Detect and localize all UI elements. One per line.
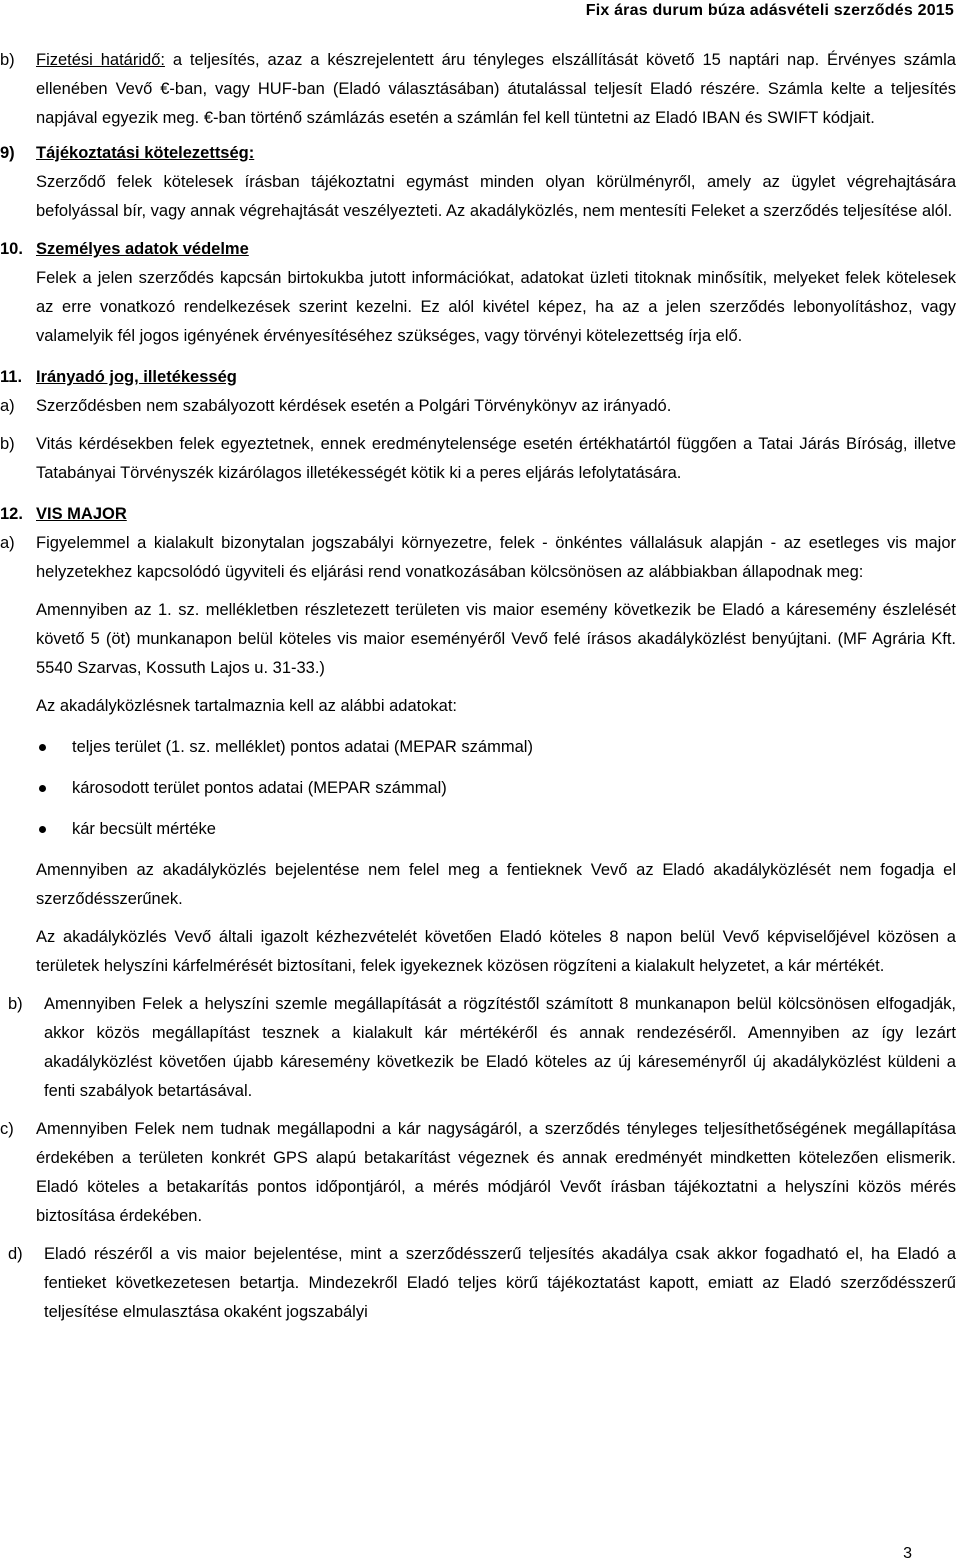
list-marker: a) <box>0 534 15 552</box>
section-12c <box>0 1115 956 1231</box>
section-number: 11. <box>0 368 23 386</box>
list-marker: d) <box>8 1245 23 1263</box>
section-12a <box>0 529 956 587</box>
section-12-paragraph-1: Amennyiben az 1. sz. mellékletben részletezett területen vis maior esemény következik be Eladó a káresemény észlelését követő 5 (öt) munkanapon belül köteles vis maior eseményéről Vevő felé írásos akadályközlést benyújtani. (MF Agrária Kft. 5540 Szarvas, Kossuth Lajos u. 31-33.) <box>36 601 956 677</box>
section-11a <box>0 392 956 421</box>
list-item: kár becsült mértéke <box>0 815 956 844</box>
section-10 <box>0 235 956 351</box>
section-11-heading <box>0 363 956 392</box>
section-heading: Személyes adatok védelme <box>36 240 249 258</box>
list-item: teljes terület (1. sz. melléklet) pontos adatai (MEPAR számmal) <box>0 733 956 762</box>
document-header-title: Fix áras durum búza adásvételi szerződés 2015 <box>585 2 954 19</box>
section-number: 12. <box>0 505 23 523</box>
section-heading: Irányadó jog, illetékesség <box>36 368 237 386</box>
section-12-paragraph-2: Az akadályközlésnek tartalmaznia kell az alábbi adatokat: <box>36 697 457 715</box>
section-12b <box>0 990 956 1106</box>
section-heading: Tájékoztatási kötelezettség: <box>36 144 255 162</box>
section-11b-text: Vitás kérdésekben felek egyeztetnek, ennek eredménytelensége esetén értékhatártól függően a Tatai Járás Bíróság, illetve Tatabányai Törvényszék kizárólagos illetékességét kötik ki a peres eljárás lefolytatására. <box>36 435 956 482</box>
list-marker: b) <box>0 51 15 69</box>
section-12-paragraph-3: Amennyiben az akadályközlés bejelentése nem felel meg a fentieknek Vevő az Eladó akadályközlését nem fogadja el szerződésszerűnek. <box>36 861 956 908</box>
list-marker: b) <box>8 995 23 1013</box>
section-8b-payment-deadline <box>0 46 956 133</box>
list-item: károsodott terület pontos adatai (MEPAR számmal) <box>0 774 956 803</box>
list-marker: c) <box>0 1120 14 1138</box>
bullet-icon <box>39 826 46 833</box>
section-9 <box>0 139 956 226</box>
document-body <box>0 46 956 1327</box>
list-marker: b) <box>0 435 15 453</box>
section-12d-text: Eladó részéről a vis maior bejelentése, mint a szerződésszerű teljesítés akadálya csak akkor fogadható el, ha Eladó a fentieket következetesen betartja. Mindezekről Eladó teljes körű tájékoztatást kapott, emiatt az Eladó szerződésszerű teljesítése elmulasztása okaként jogszabályi <box>44 1245 956 1321</box>
section-11a-text: Szerződésben nem szabályozott kérdések esetén a Polgári Törvénykönyv az irányadó. <box>36 397 672 415</box>
section-11 <box>0 363 956 488</box>
section-12 <box>0 500 956 1327</box>
section-10-text: Felek a jelen szerződés kapcsán birtokukba jutott információkat, adatokat üzleti titoknak minősítik, melyeket felek kötelesek az erre vonatkozó rendelkezések szerint kezelni. Ez alól kivétel képez, ha az a jelen szerződés lebonyolításhoz, vagy valamelyik fél jogos igényének érvényesítéséhez szükséges, vagy törvényi kötelezettség írja elő. <box>36 269 956 345</box>
section-heading: VIS MAJOR <box>36 505 127 523</box>
section-12-paragraph-4: Az akadályközlés Vevő általi igazolt kézhezvételét követően Eladó köteles 8 napon belül Vevő képviselőjével közösen a területek helyszíni kárfelmérését biztosítani, felek igyekeznek közösen rögzíteni a kialakult helyzetet, a kár mértékét. <box>36 928 956 975</box>
section-12-heading <box>0 500 956 529</box>
section-12d <box>0 1240 956 1327</box>
required-data-list <box>0 733 956 844</box>
section-10-heading <box>0 235 956 264</box>
section-number: 9) <box>0 144 15 162</box>
section-12b-text: Amennyiben Felek a helyszíni szemle megállapítását a rögzítéstől számított 8 munkanapon belül kölcsönösen elfogadják, akkor közös megállapítást tesznek a kialakult kár mértékéről és annak rendezéséről. Amennyiben az így lezárt akadályközlést követően újabb káresemény következik be Eladó köteles az új káreseményről új akadályközlést küldeni a fenti szabályok betartásával. <box>44 995 956 1100</box>
payment-deadline-label: Fizetési határidő: <box>36 51 165 69</box>
bullet-icon <box>39 744 46 751</box>
list-marker: a) <box>0 397 15 415</box>
section-12a-text: Figyelemmel a kialakult bizonytalan jogszabályi környezetre, felek - önkéntes vállalásuk alapján - az esetleges vis major helyzetekhez kapcsolódó ügyviteli és eljárási rend vonatkozásában kölcsönösen az alábbiakban állapodnak meg: <box>36 534 956 581</box>
payment-deadline-text: a teljesítés, azaz a készrejelentett áru tényleges elszállítását követő 15 naptári nap. Érvényes számla ellenében Vevő €-ban, vagy HUF-ban (Eladó választásában) átutalással teljesít Eladó részére. Számla kelte a teljesítés napjával egyezik meg. €-ban történő számlázás esetén a számlán fel kell tüntetni az Eladó IBAN és SWIFT kódjait. <box>36 51 956 127</box>
bullet-icon <box>39 785 46 792</box>
page-number: 3 <box>903 1545 912 1562</box>
section-9-heading <box>0 139 956 168</box>
section-number: 10. <box>0 240 23 258</box>
section-12c-text: Amennyiben Felek nem tudnak megállapodni a kár nagyságáról, a szerződés tényleges teljesíthetőségének megállapítása érdekében a területen konkrét GPS alapú betakarítást végeznek és annak eredményét mindketten kötelezően elismerik. Eladó köteles a betakarítás pontos időpontjáról, a mérés módjáról Vevőt írásban tájékoztatni a helyszíni közös mérés biztosítása érdekében. <box>36 1120 956 1225</box>
section-9-text: Szerződő felek kötelesek írásban tájékoztatni egymást minden olyan körülményről, amely az ügylet végrehajtására befolyással bír, vagy annak végrehajtását veszélyezteti. Az akadályközlés, nem mentesíti Feleket a szerződés teljesítése alól. <box>36 173 956 220</box>
section-11b <box>0 430 956 488</box>
